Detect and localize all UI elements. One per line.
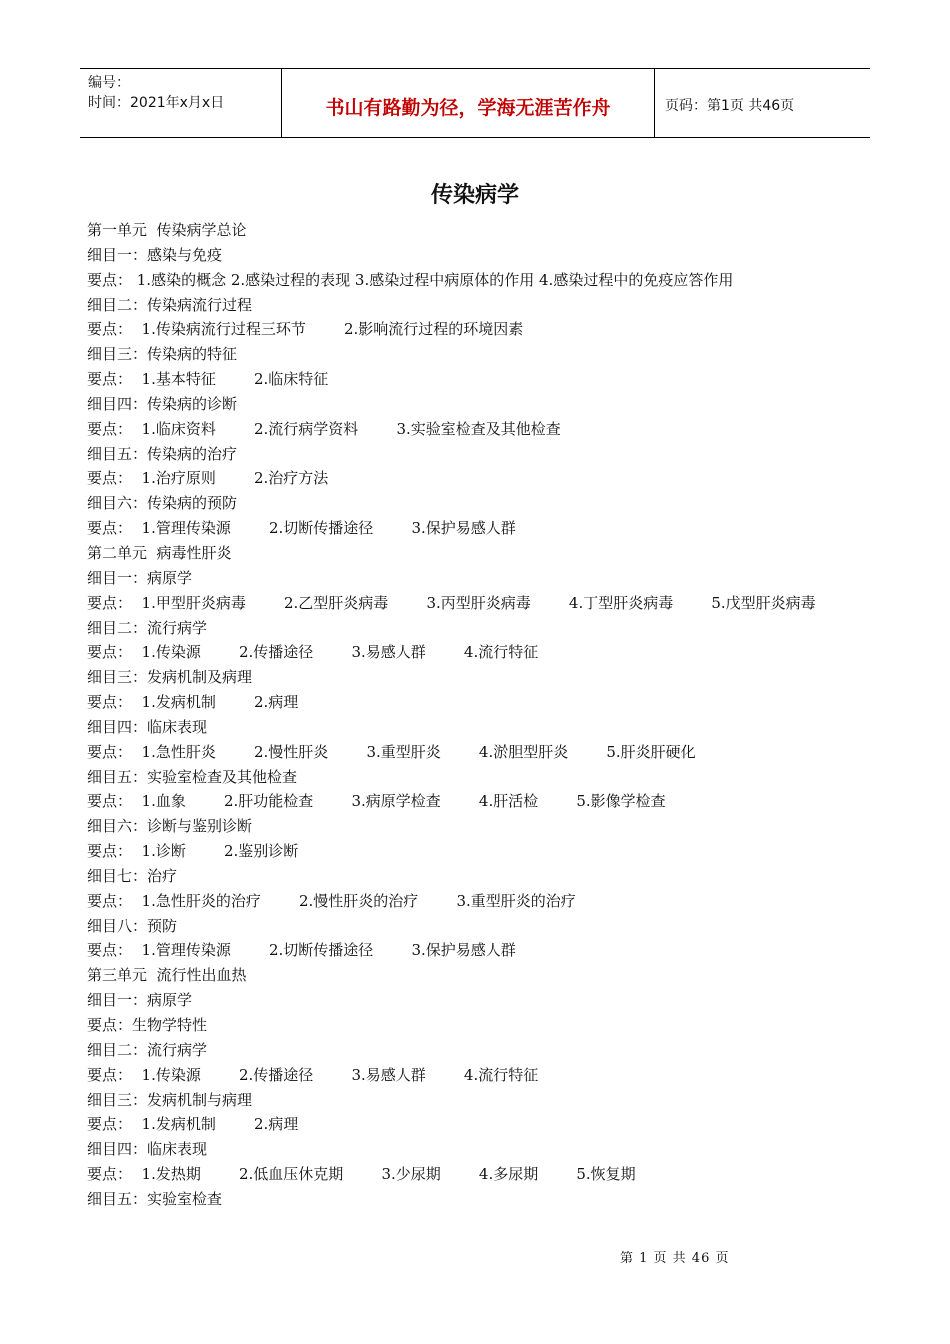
text-line: 要点： 1.血象 2.肝功能检查 3.病原学检查 4.肝活检 5.影像学检查 — [87, 792, 666, 811]
motto: 书山有路勤为径，学海无涯苦作舟 — [282, 69, 655, 137]
date-label: 时间：2021年x月x日 — [88, 95, 225, 111]
text-line: 第二单元 病毒性肝炎 — [87, 543, 232, 562]
text-line: 要点： 1.急性肝炎的治疗 2.慢性肝炎的治疗 3.重型肝炎的治疗 — [87, 891, 576, 910]
text-line: 要点： 1.感染的概念 2.感染过程的表现 3.感染过程中病原体的作用 4.感染过程中的免疫应答作用 — [87, 270, 734, 289]
page-footer: 第 1 页 共 46 页 — [620, 1251, 730, 1266]
text-line: 细目一：病原学 — [87, 991, 193, 1010]
text-line: 细目六：诊断与鉴别诊断 — [87, 817, 253, 836]
text-line: 要点： 1.诊断 2.鉴别诊断 — [87, 842, 299, 861]
document-title: 传染病学 — [430, 183, 519, 208]
text-line: 细目一：感染与免疫 — [87, 245, 223, 264]
text-line: 细目三：发病机制及病理 — [87, 668, 253, 687]
text-line: 细目一：病原学 — [87, 568, 193, 587]
text-line: 要点： 1.管理传染源 2.切断传播途径 3.保护易感人群 — [87, 941, 516, 960]
text-line: 要点： 1.传染病流行过程三环节 2.影响流行过程的环境因素 — [87, 320, 524, 339]
text-line: 细目四：传染病的诊断 — [87, 394, 238, 413]
header-meta-cell — [80, 69, 282, 137]
text-line: 细目二：流行病学 — [87, 618, 208, 637]
text-line: 要点： 1.发病机制 2.病理 — [87, 1115, 299, 1134]
text-line: 要点： 1.急性肝炎 2.慢性肝炎 3.重型肝炎 4.淤胆型肝炎 5.肝炎肝硬化 — [87, 742, 696, 761]
text-line: 细目五：传染病的治疗 — [87, 444, 238, 463]
text-line: 细目三：传染病的特征 — [87, 345, 238, 364]
text-line: 要点： 1.管理传染源 2.切断传播途径 3.保护易感人群 — [87, 519, 516, 538]
text-line: 细目四：临床表现 — [87, 1140, 208, 1159]
text-line: 要点： 1.甲型肝炎病毒 2.乙型肝炎病毒 3.丙型肝炎病毒 4.丁型肝炎病毒 5.戊型肝炎病毒 — [87, 593, 816, 612]
text-line: 细目五：实验室检查及其他检查 — [87, 767, 298, 786]
text-line: 要点： 1.传染源 2.传播途径 3.易感人群 4.流行特征 — [87, 643, 539, 662]
page-header — [80, 68, 870, 138]
text-line: 细目五：实验室检查 — [87, 1189, 223, 1208]
text-line: 细目六：传染病的预防 — [87, 494, 238, 513]
text-line: 要点： 1.发热期 2.低血压休克期 3.少尿期 4.多尿期 5.恢复期 — [87, 1165, 636, 1184]
text-line: 要点： 1.基本特征 2.临床特征 — [87, 370, 329, 389]
text-line: 要点： 1.治疗原则 2.治疗方法 — [87, 469, 329, 488]
document-body — [87, 218, 867, 1212]
text-line: 第一单元 传染病学总论 — [87, 221, 247, 239]
text-line: 细目三：发病机制与病理 — [87, 1090, 253, 1109]
text-line: 细目八：预防 — [87, 916, 178, 935]
text-line: 要点：生物学特性 — [87, 1016, 208, 1034]
text-line: 细目七：治疗 — [87, 866, 178, 885]
text-line: 细目四：临床表现 — [87, 717, 208, 736]
page-info: 页码：第1页 共46页 — [665, 98, 795, 114]
text-line: 要点： 1.传染源 2.传播途径 3.易感人群 4.流行特征 — [87, 1065, 539, 1084]
text-line: 要点： 1.发病机制 2.病理 — [87, 693, 299, 712]
text-line: 第三单元 流行性出血热 — [87, 966, 247, 985]
text-line: 要点： 1.临床资料 2.流行病学资料 3.实验室检查及其他检查 — [87, 419, 561, 438]
text-line: 细目二：传染病流行过程 — [87, 295, 253, 314]
id-label: 编号： — [88, 75, 130, 91]
text-line: 细目二：流行病学 — [87, 1040, 208, 1059]
